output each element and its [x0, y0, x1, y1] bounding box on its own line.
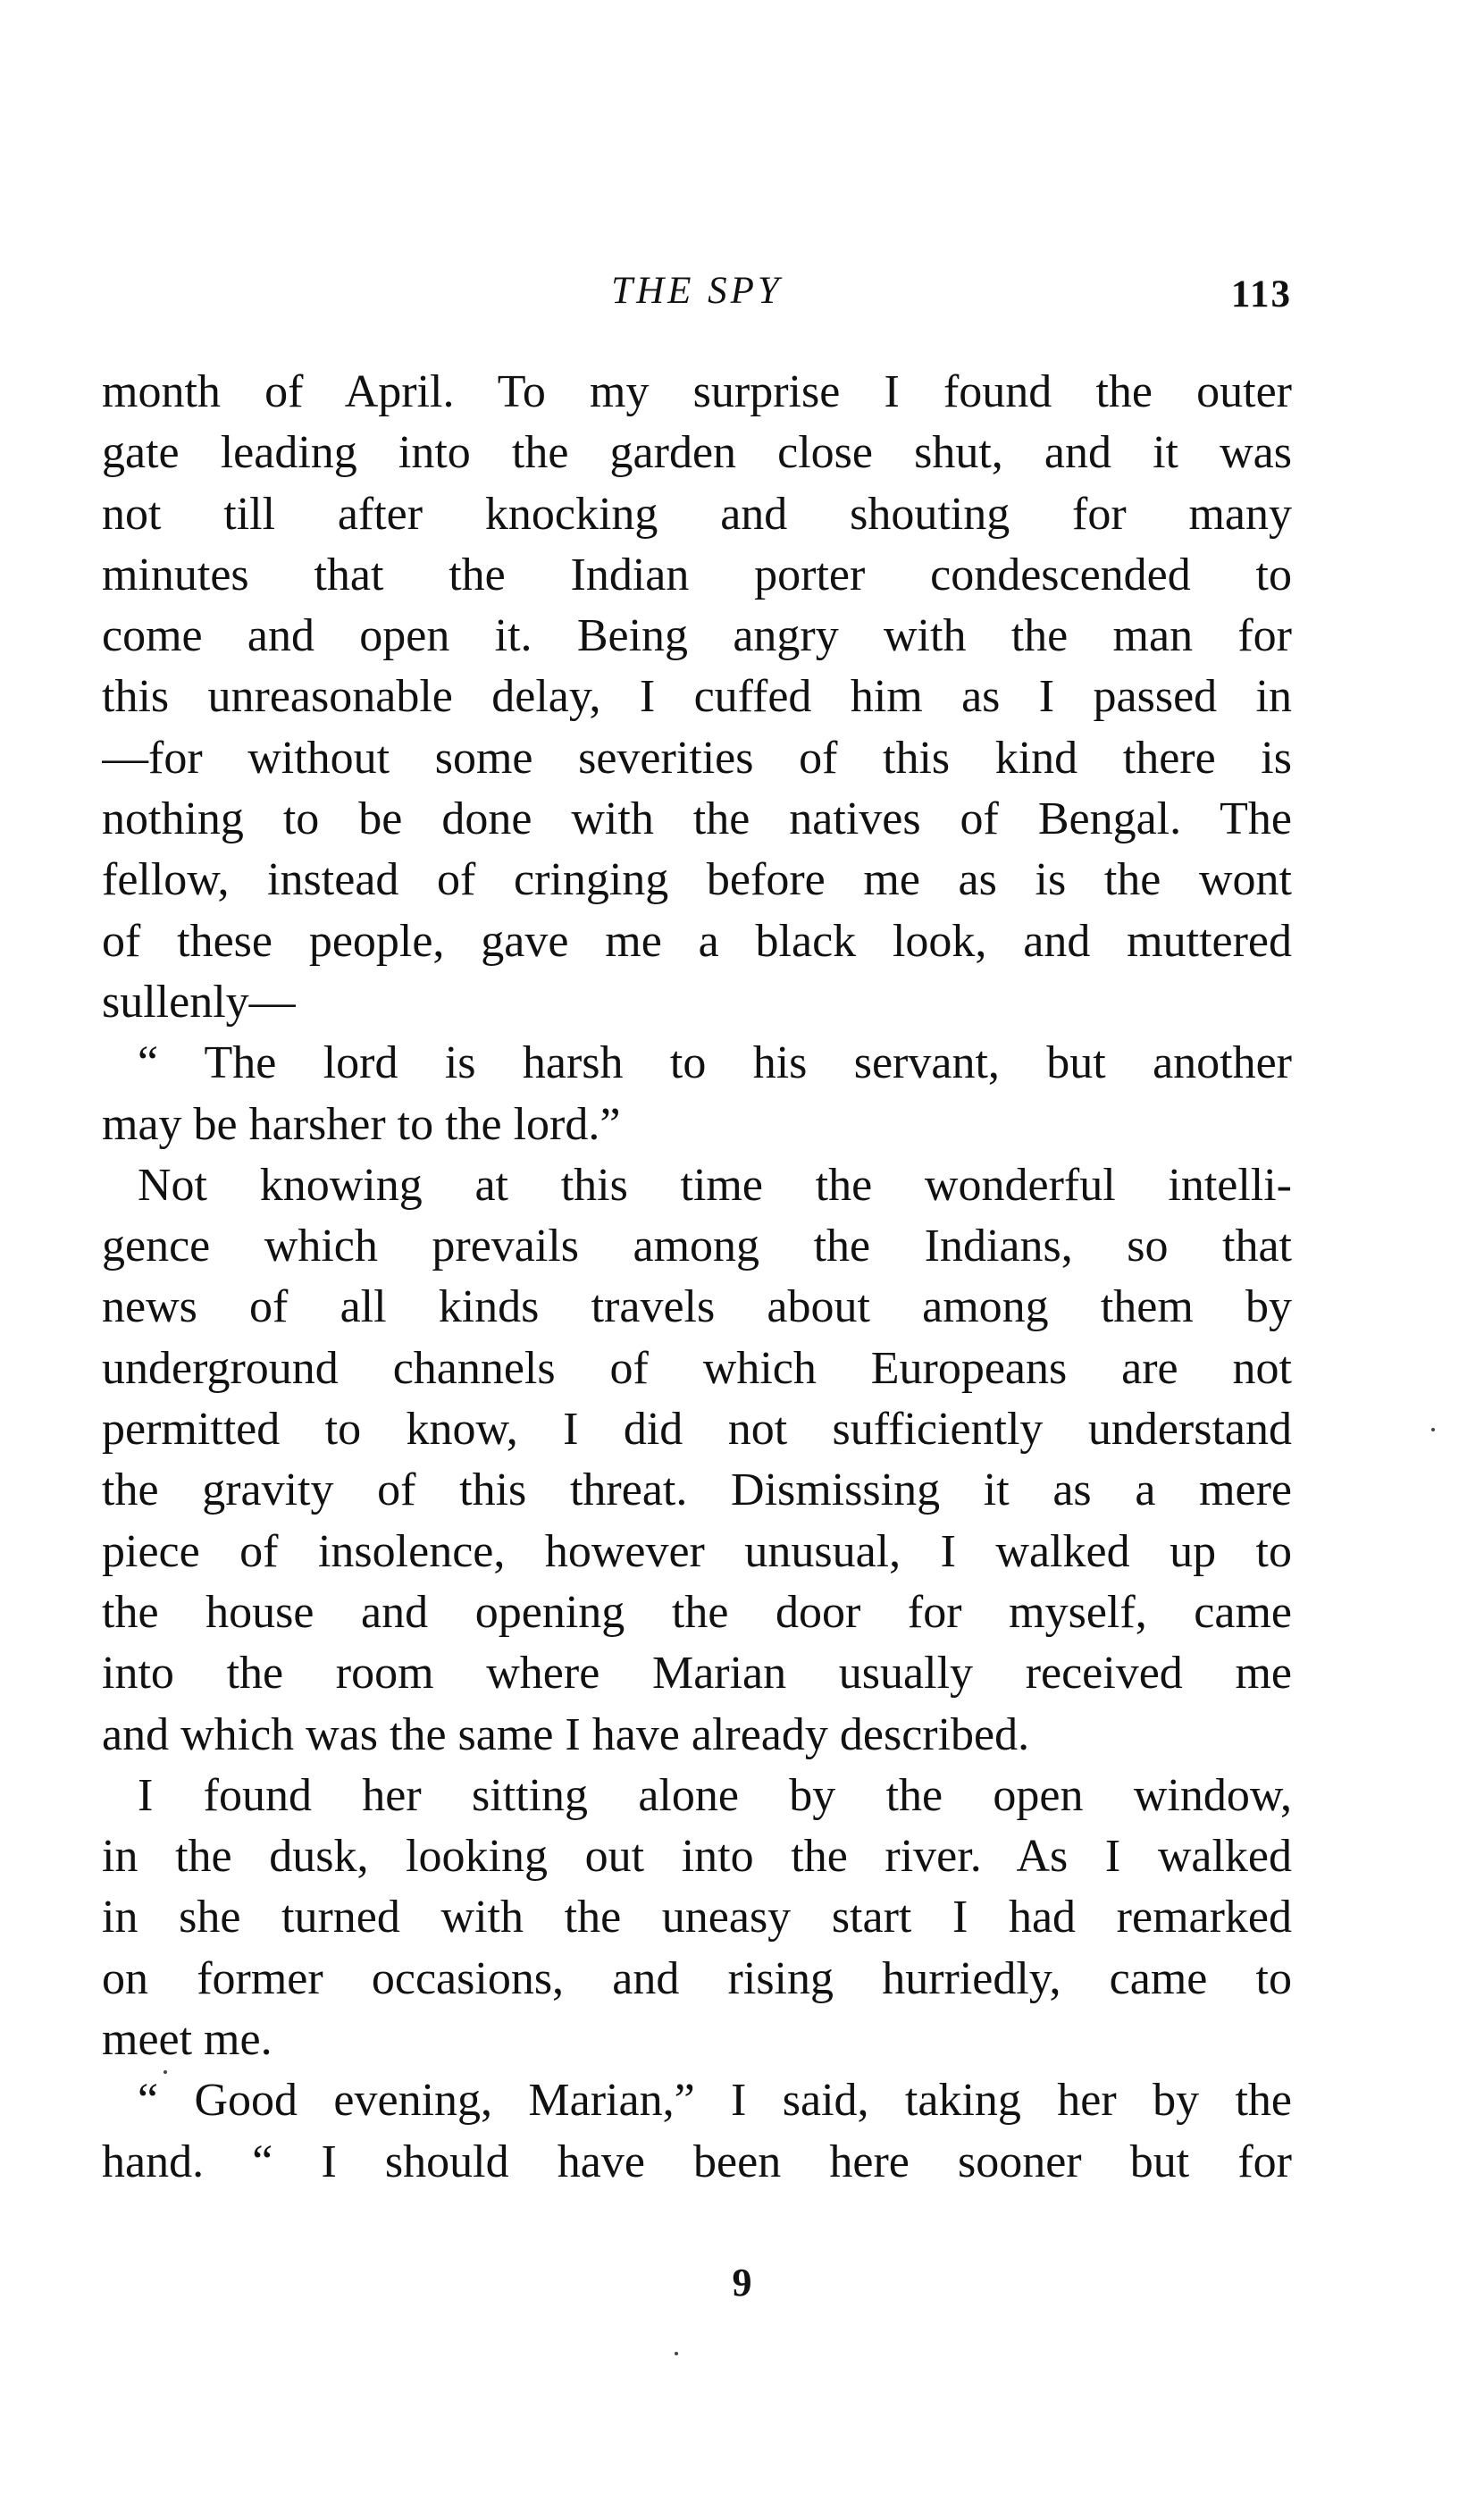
text-line: on former occasions, and rising hurriedly, came to: [102, 1952, 1292, 2004]
signature-mark: 9: [732, 2261, 752, 2304]
text-line: —for without some severities of this kind there is: [102, 732, 1292, 784]
text-line: of these people, gave me a black look, and muttered: [102, 915, 1292, 967]
text-line: month of April. To my surprise I found the outer: [102, 366, 1292, 417]
text-line: nothing to be done with the natives of Bengal. The: [102, 793, 1292, 845]
text-line: in she turned with the uneasy start I had remarked: [102, 1892, 1292, 1943]
text-line: sullenly—: [102, 976, 296, 1028]
text-line: hand. “ I should have been here sooner but for: [102, 2136, 1292, 2187]
text-line: in the dusk, looking out into the river. As I walked: [102, 1831, 1292, 1883]
text-line: and which was the same I have already described.: [102, 1708, 1030, 1760]
text-line: not till after knocking and shouting for many: [102, 488, 1292, 540]
text-line: this unreasonable delay, I cuffed him as I passed in: [102, 671, 1292, 723]
paper-speck: [163, 2070, 167, 2074]
running-title: THE SPY: [611, 270, 783, 312]
body-text: [102, 362, 1292, 2193]
text-line: the house and opening the door for myself, came: [102, 1586, 1292, 1638]
text-line: I found her sitting alone by the open window,: [138, 1769, 1292, 1821]
text-line: news of all kinds travels about among them by: [102, 1281, 1292, 1333]
text-line: meet me.: [102, 2014, 272, 2066]
text-line: minutes that the Indian porter condescended to: [102, 549, 1292, 600]
text-line: permitted to know, I did not sufficiently understand: [102, 1404, 1292, 1456]
text-line: into the room where Marian usually received me: [102, 1648, 1292, 1700]
text-line: underground channels of which Europeans are not: [102, 1342, 1292, 1394]
paper-speck: [675, 2352, 678, 2355]
paper-speck: [1431, 1428, 1435, 1431]
text-line: Not knowing at this time the wonderful intelli-: [138, 1159, 1292, 1211]
running-head: [102, 264, 1292, 318]
text-line: come and open it. Being angry with the man for: [102, 610, 1292, 662]
text-line: gence which prevails among the Indians, so that: [102, 1221, 1292, 1272]
text-line: fellow, instead of cringing before me as is the wont: [102, 854, 1292, 906]
text-line: gate leading into the garden close shut, and it was: [102, 427, 1292, 479]
text-line: “ Good evening, Marian,” I said, taking her by the: [138, 2075, 1292, 2127]
text-line: “ The lord is harsh to his servant, but another: [138, 1037, 1292, 1089]
text-line: may be harsher to the lord.”: [102, 1098, 621, 1150]
page-number: 113: [1230, 273, 1292, 315]
text-line: the gravity of this threat. Dismissing it as a mere: [102, 1465, 1292, 1516]
text-line: piece of insolence, however unusual, I walked up to: [102, 1525, 1292, 1577]
